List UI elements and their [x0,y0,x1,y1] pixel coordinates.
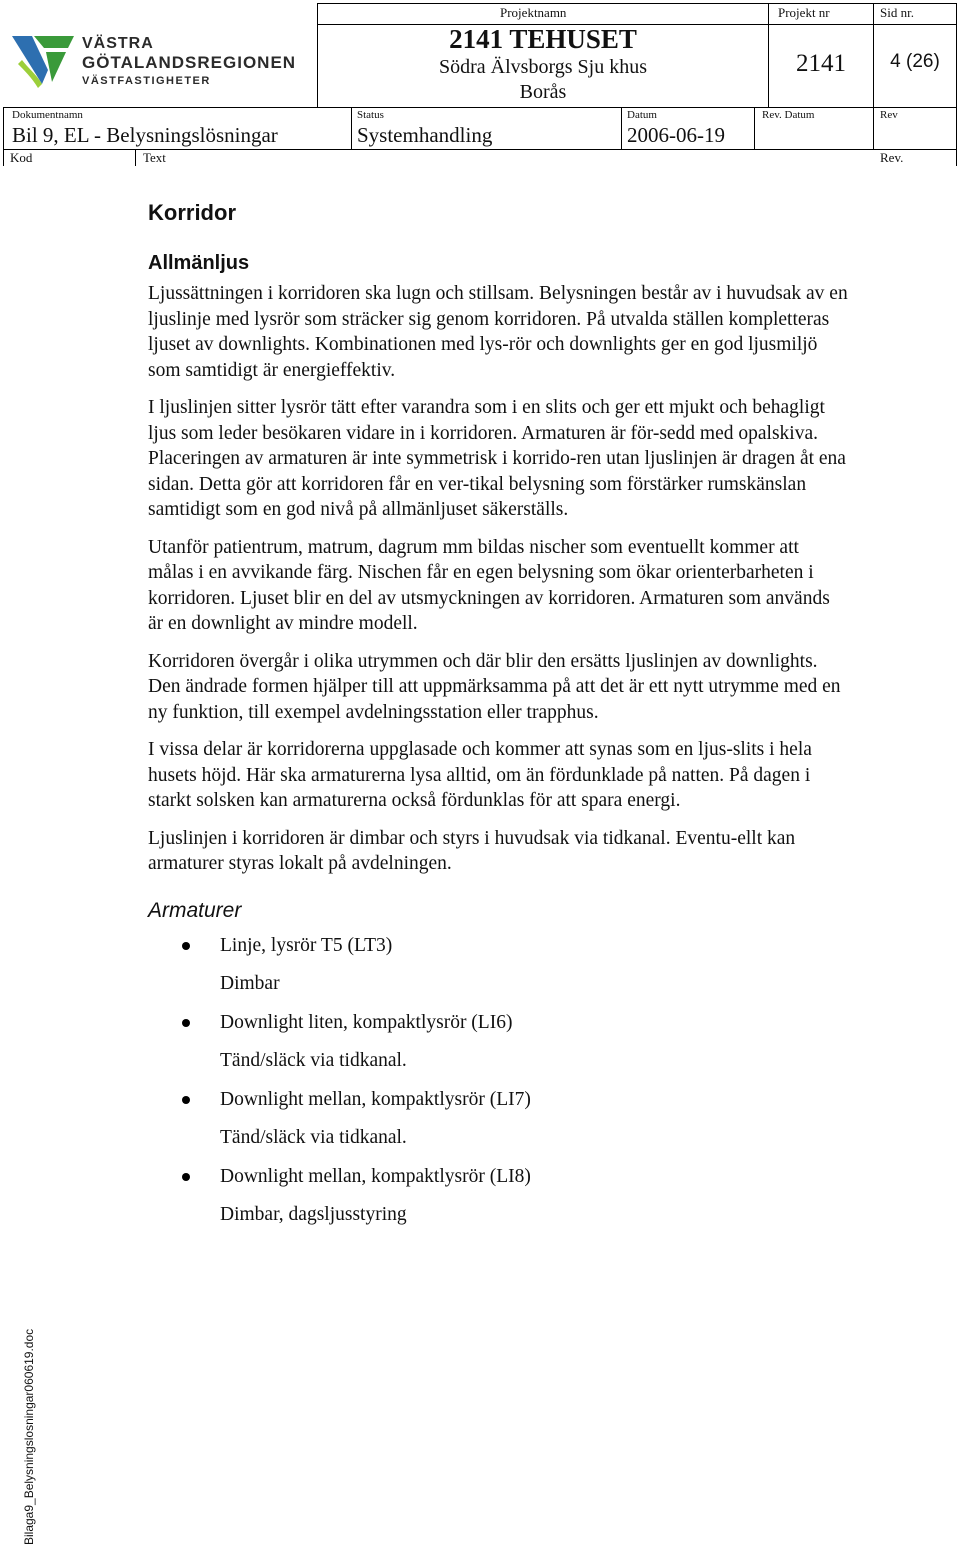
project-subtitle: Södra Älvsborgs Sju khus [439,56,647,78]
armaturer-list [148,933,848,1227]
paragraph: Ljussättningen i korridoren ska lugn och stillsam. Belysningen består av i huvudsak av en ljuslinje med lysrör som sträcker sig genom korridoren. På utvalda ställen kompletteras ljuset av downlights. Kombinationen med lys-rör och downlights ger en god ljusmiljö som samtidigt är energieffektiv. [148,283,848,381]
armatur-name: Downlight mellan, kompaktlysrör (LI8) [220,1165,531,1187]
armatur-name: Linje, lysrör T5 (LT3) [220,934,393,956]
sid-nr-label: Sid nr. [880,5,914,20]
project-title: 2141 TEHUSET [449,24,637,54]
paragraph: Ljuslinjen i korridoren är dimbar och styrs i huvudsak via tidkanal. Eventu-ellt kan armaturer styras lokalt på avdelningen. [148,827,796,874]
kod-label: Kod [10,150,33,165]
project-city: Borås [519,81,567,103]
armatur-control: Dimbar, dagsljusstyring [220,1203,407,1225]
armatur-control: Tänd/släck via tidkanal. [220,1126,407,1148]
projekt-nr-label: Projekt nr [778,5,830,20]
document-body [148,200,848,1241]
logo-line-3: VÄSTFASTIGHETER [82,75,211,87]
dokumentnamn-value: Bil 9, EL - Belysningslösningar [12,123,278,147]
bullet-icon [182,942,190,950]
rev-datum-label: Rev. Datum [762,109,815,121]
armatur-control: Dimbar [220,972,280,994]
logo-line-2: GÖTALANDSREGIONEN [82,53,297,72]
projekt-nr-value: 2141 [796,50,846,77]
section-heading: Korridor [148,200,236,225]
file-name-sidebar: Bilaga9_Belysningslosningar060619.doc [22,1328,36,1545]
armatur-name: Downlight liten, kompaktlysrör (LI6) [220,1011,513,1033]
text-label: Text [143,150,166,165]
list-item [148,1010,848,1073]
bullet-icon [182,1173,190,1181]
datum-value: 2006-06-19 [627,123,725,147]
bullet-icon [182,1019,190,1027]
logo-mark-icon [8,30,78,92]
logo-line-1: VÄSTRA [82,35,154,52]
bullet-icon [182,1096,190,1104]
armaturer-heading: Armaturer [148,898,242,922]
subsection-heading: Allmänljus [148,252,250,274]
armatur-control: Tänd/släck via tidkanal. [220,1049,407,1071]
sid-nr-value: 4 (26) [890,51,940,72]
projektnamn-label: Projektnamn [500,5,567,20]
status-label: Status [357,109,384,121]
list-item [148,1087,848,1150]
rev2-label: Rev. [880,150,904,165]
list-item [148,1164,848,1227]
paragraph: Utanför patientrum, matrum, dagrum mm bildas nischer som eventuellt kommer att målas i en avvikande färg. Nischen får en egen belysning som ökar orienterbarheten i korridoren. Ljuset blir en del av utsmyckningen av korridoren. Armaturen som används är en downlight av mindre modell. [148,536,830,634]
vastfastigheter-logo [8,28,308,98]
list-item [148,933,848,996]
status-value: Systemhandling [357,123,493,147]
datum-label: Datum [627,109,657,121]
dokumentnamn-label: Dokumentnamn [12,109,83,121]
armatur-name: Downlight mellan, kompaktlysrör (LI7) [220,1088,531,1110]
rev-label: Rev [880,109,898,121]
paragraph: Korridoren övergår i olika utrymmen och där blir den ersätts ljuslinjen av downlights. Den ändrade formen hjälper till att uppmärksamma på att det är ett nytt utrymme med en ny funktion, till exempel avdelningsstation eller trapphus. [148,650,841,723]
paragraph: I ljuslinjen sitter lysrör tätt efter varandra som i en slits och ger ett mjukt och behagligt ljus som leder besökaren vidare in i korridoren. Armaturen är för-sedd med opalskiva. Placeringen av armaturen är inte symmetrisk i korrido-ren utan ljuslinjen är dragen åt ena sidan. Detta gör att korridoren får en ver-tikal belysning som förstärker rumskänslan samtidigt som en god nivå på allmänljuset säkerställs. [148,397,846,520]
paragraph: I vissa delar är korridorerna uppglasade och kommer att synas som en ljus-slits i hela husets höjd. Här ska armaturerna lysa alltid, om än fördunklade på natten. På dagen i starkt solsken kan armaturerna också fördunklas för att spara energi. [148,739,812,811]
